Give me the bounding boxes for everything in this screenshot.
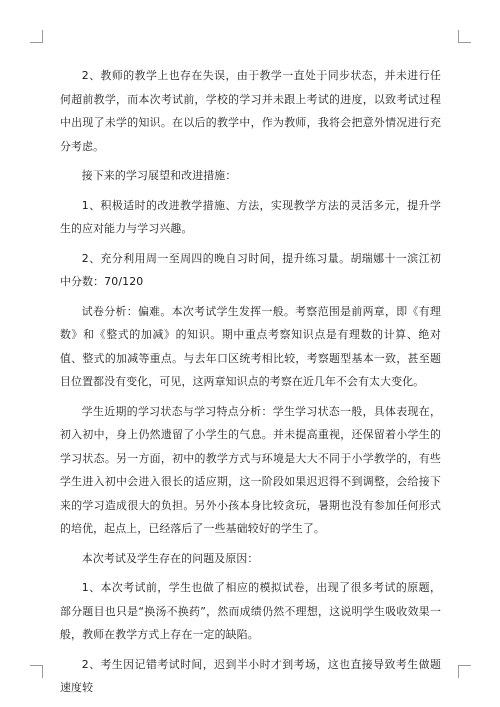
paragraph-exam-analysis: 试卷分析：偏难。本次考试学生发挥一般。考察范围是前两章，即《有理数》和《整式的加减》的知识。期中重点考察知识点是有理数的计算、绝对值、整式的加减等重点。与去年口区统考相比较，考察题型基本一致，甚至题目位置都没有变化，可见，这两章知识点的考察在近几年不会有太大变化。 bbox=[60, 304, 441, 388]
crop-mark-top-left bbox=[30, 30, 43, 43]
crop-mark-bottom-right bbox=[458, 665, 471, 678]
paragraph-student-status: 学生近期的学习状态与学习特点分析：学生学习状态一般，具体表现在，初入初中，身上仍然遗留了小学生的气息。并未提高重视，还保留着小学生的学习状态。另一方面，初中的教学方式与环境是大大不同于小学教学的，有些学生进入初中会进入很长的适应期，这一阶段如果迟迟得不到调整，会给接下来的学习造成很大的负担。另外小孩本身比较贪玩，暑期也没有参加任何形式的培优，起点上，已经落后了一些基础较好的学生了。 bbox=[60, 404, 441, 535]
paragraph-problem-1: 1、本次考试前，学生也做了相应的模拟试卷，出现了很多考试的原题，部分题目也只是“换汤不换药”，然而成绩仍然不理想，这说明学生吸收效果一般，教师在教学方式上存在一定的缺陷。 bbox=[60, 581, 441, 641]
paragraph-problem-2: 2、考生因记错考试时间，迟到半小时才到考场，这也直接导致考生做题速度较 bbox=[60, 657, 441, 694]
crop-mark-bottom-left bbox=[30, 665, 43, 678]
crop-mark-top-right bbox=[458, 30, 471, 43]
paragraph-teaching-mistake: 2、教师的教学上也存在失误，由于教学一直处于同步状态，并未进行任何超前教学，而本次考试前，学校的学习并未跟上考试的进度，以致考试过程中出现了未学的知识。在以后的教学中，作为教师，我将会把意外情况进行充分考虑。 bbox=[60, 69, 441, 153]
paragraph-measure-1: 1、积极适时的改进教学措施、方法，实现教学方法的灵活多元，提升学生的应对能力与学习兴趣。 bbox=[60, 198, 441, 235]
document-body bbox=[60, 64, 441, 700]
paragraph-measure-2: 2、充分利用周一至周四的晚自习时间，提升练习量。胡瑞娜十一滨江初中分数：70/120 bbox=[60, 251, 441, 288]
paragraph-outlook-heading: 接下来的学习展望和改进措施： bbox=[81, 169, 237, 182]
paragraph-problems-heading: 本次考试及学生存在的问题及原因： bbox=[81, 551, 259, 565]
